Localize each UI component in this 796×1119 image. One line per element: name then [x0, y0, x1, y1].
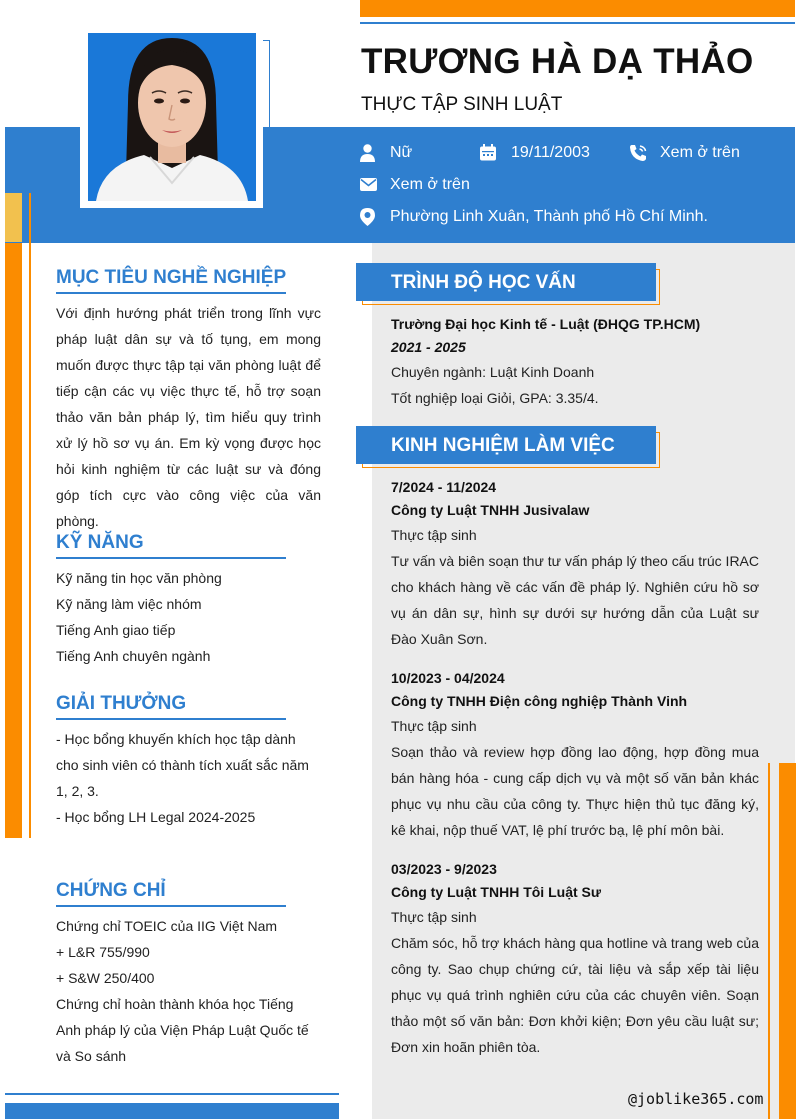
top-accent-line	[360, 22, 795, 24]
left-accent-yellow	[5, 193, 22, 242]
certificate-item: Chứng chỉ TOEIC của IIG Việt Nam	[56, 918, 278, 934]
job-company: Công ty Luật TNHH Jusivalaw	[391, 502, 590, 518]
award-item: - Học bổng LH Legal 2024-2025	[56, 809, 256, 825]
education-result: Tốt nghiệp loại Giỏi, GPA: 3.35/4.	[391, 390, 599, 406]
education-major: Chuyên ngành: Luật Kinh Doanh	[391, 364, 595, 380]
certificate-item: Chứng chỉ hoàn thành khóa học Tiếng Anh pháp lý của Viện Pháp Luật Quốc tế và So sánh	[56, 996, 309, 1064]
left-accent-line	[29, 193, 31, 838]
left-accent-bar	[5, 243, 22, 838]
calendar-icon	[480, 144, 498, 162]
certificate-item: + S&W 250/400	[56, 970, 155, 986]
candidate-role: THỰC TẬP SINH LUẬT	[361, 94, 563, 115]
awards-rule	[56, 718, 286, 720]
job-period: 7/2024 - 11/2024	[391, 479, 497, 495]
profile-photo	[88, 33, 256, 201]
skill-item: Kỹ năng tin học văn phòng	[56, 570, 222, 586]
job-position: Thực tập sinh	[391, 909, 477, 925]
job-company: Công ty TNHH Điện công nghiệp Thành Vinh	[391, 693, 688, 709]
job-company: Công ty Luật TNHH Tôi Luật Sư	[391, 884, 602, 900]
address-text: Phường Linh Xuân, Thành phố Hồ Chí Minh.	[390, 208, 708, 225]
education-period: 2021 - 2025	[391, 339, 466, 355]
experience-title: KINH NGHIỆM LÀM VIỆC	[391, 435, 615, 456]
location-pin-icon	[360, 208, 378, 226]
bottom-accent-bar	[5, 1103, 339, 1119]
job-period: 03/2023 - 9/2023	[391, 861, 497, 877]
job-position: Thực tập sinh	[391, 527, 477, 543]
certificates-title: CHỨNG CHỈ	[56, 880, 166, 901]
skill-item: Tiếng Anh giao tiếp	[56, 622, 176, 638]
skill-item: Tiếng Anh chuyên ngành	[56, 648, 211, 664]
phone-icon	[629, 144, 647, 162]
job-period: 10/2023 - 04/2024	[391, 670, 505, 686]
email-icon	[360, 178, 378, 196]
certificate-item: + L&R 755/990	[56, 944, 150, 960]
candidate-name: TRƯƠNG HÀ DẠ THẢO	[361, 42, 754, 81]
gender-text: Nữ	[390, 144, 413, 161]
skills-rule	[56, 557, 286, 559]
person-icon	[360, 144, 378, 162]
right-accent-bar	[779, 763, 796, 1119]
birthday-text: 19/11/2003	[511, 144, 590, 161]
job-description: Soạn thảo và review hợp đồng lao động, hợp đồng mua bán hàng hóa - cung cấp dịch vụ và một số văn bản khác phục vụ nhu cầu của công ty. Thực hiện thủ tục đăng ký, kê khai, nộp thuế VAT, lệ phí trước bạ, lệ phí môn bài.	[391, 744, 759, 838]
email-text: Xem ở trên	[390, 176, 470, 193]
job-description: Chăm sóc, hỗ trợ khách hàng qua hotline và trang web của công ty. Sao chụp chứng cứ, tài liệu và sắp xếp tài liệu phục vụ quá trình nghiên cứu của các chuyên viên. Soạn thảo một số văn bản: Đơn khởi kiện; Đơn yêu cầu luật sư; Đơn xin hoãn phiên tòa.	[391, 935, 759, 1055]
job-description: Tư vấn và biên soạn thư tư vấn pháp lý theo cấu trúc IRAC cho khách hàng về các vấn đề pháp lý. Nghiên cứu hồ sơ vụ án dân sự, hình sự dưới sự hướng dẫn của Luật sư Đào Xuân Sơn.	[391, 553, 759, 647]
job-position: Thực tập sinh	[391, 718, 477, 734]
education-school: Trường Đại học Kinh tế - Luật (ĐHQG TP.HCM)	[391, 316, 701, 332]
awards-title: GIẢI THƯỞNG	[56, 693, 187, 714]
phone-text: Xem ở trên	[660, 144, 740, 161]
objective-rule	[56, 292, 286, 294]
right-accent-line	[768, 763, 770, 1119]
bottom-accent-line	[5, 1093, 339, 1095]
objective-text: Với định hướng phát triển trong lĩnh vực pháp luật dân sự và tố tụng, em mong muốn được thực tập tại văn phòng luật để tiếp cận các vụ việc thực tế, hỗ trợ soạn thảo văn bản pháp lý, tìm hiểu quy trình xử lý hồ sơ vụ án. Em kỳ vọng được học hỏi kinh nghiệm từ các luật sư và đóng góp tích cực vào công việc của văn phòng.	[56, 305, 321, 529]
watermark: @joblike365.com	[628, 1090, 764, 1108]
skill-item: Kỹ năng làm việc nhóm	[56, 596, 202, 612]
certificates-rule	[56, 905, 286, 907]
education-title: TRÌNH ĐỘ HỌC VẤN	[391, 272, 576, 293]
objective-title: MỤC TIÊU NGHỀ NGHIỆP	[56, 267, 287, 288]
top-accent-bar	[360, 0, 795, 17]
skills-title: KỸ NĂNG	[56, 532, 144, 553]
award-item: - Học bổng khuyến khích học tập dành cho sinh viên có thành tích xuất sắc năm 1, 2, 3.	[56, 731, 309, 799]
